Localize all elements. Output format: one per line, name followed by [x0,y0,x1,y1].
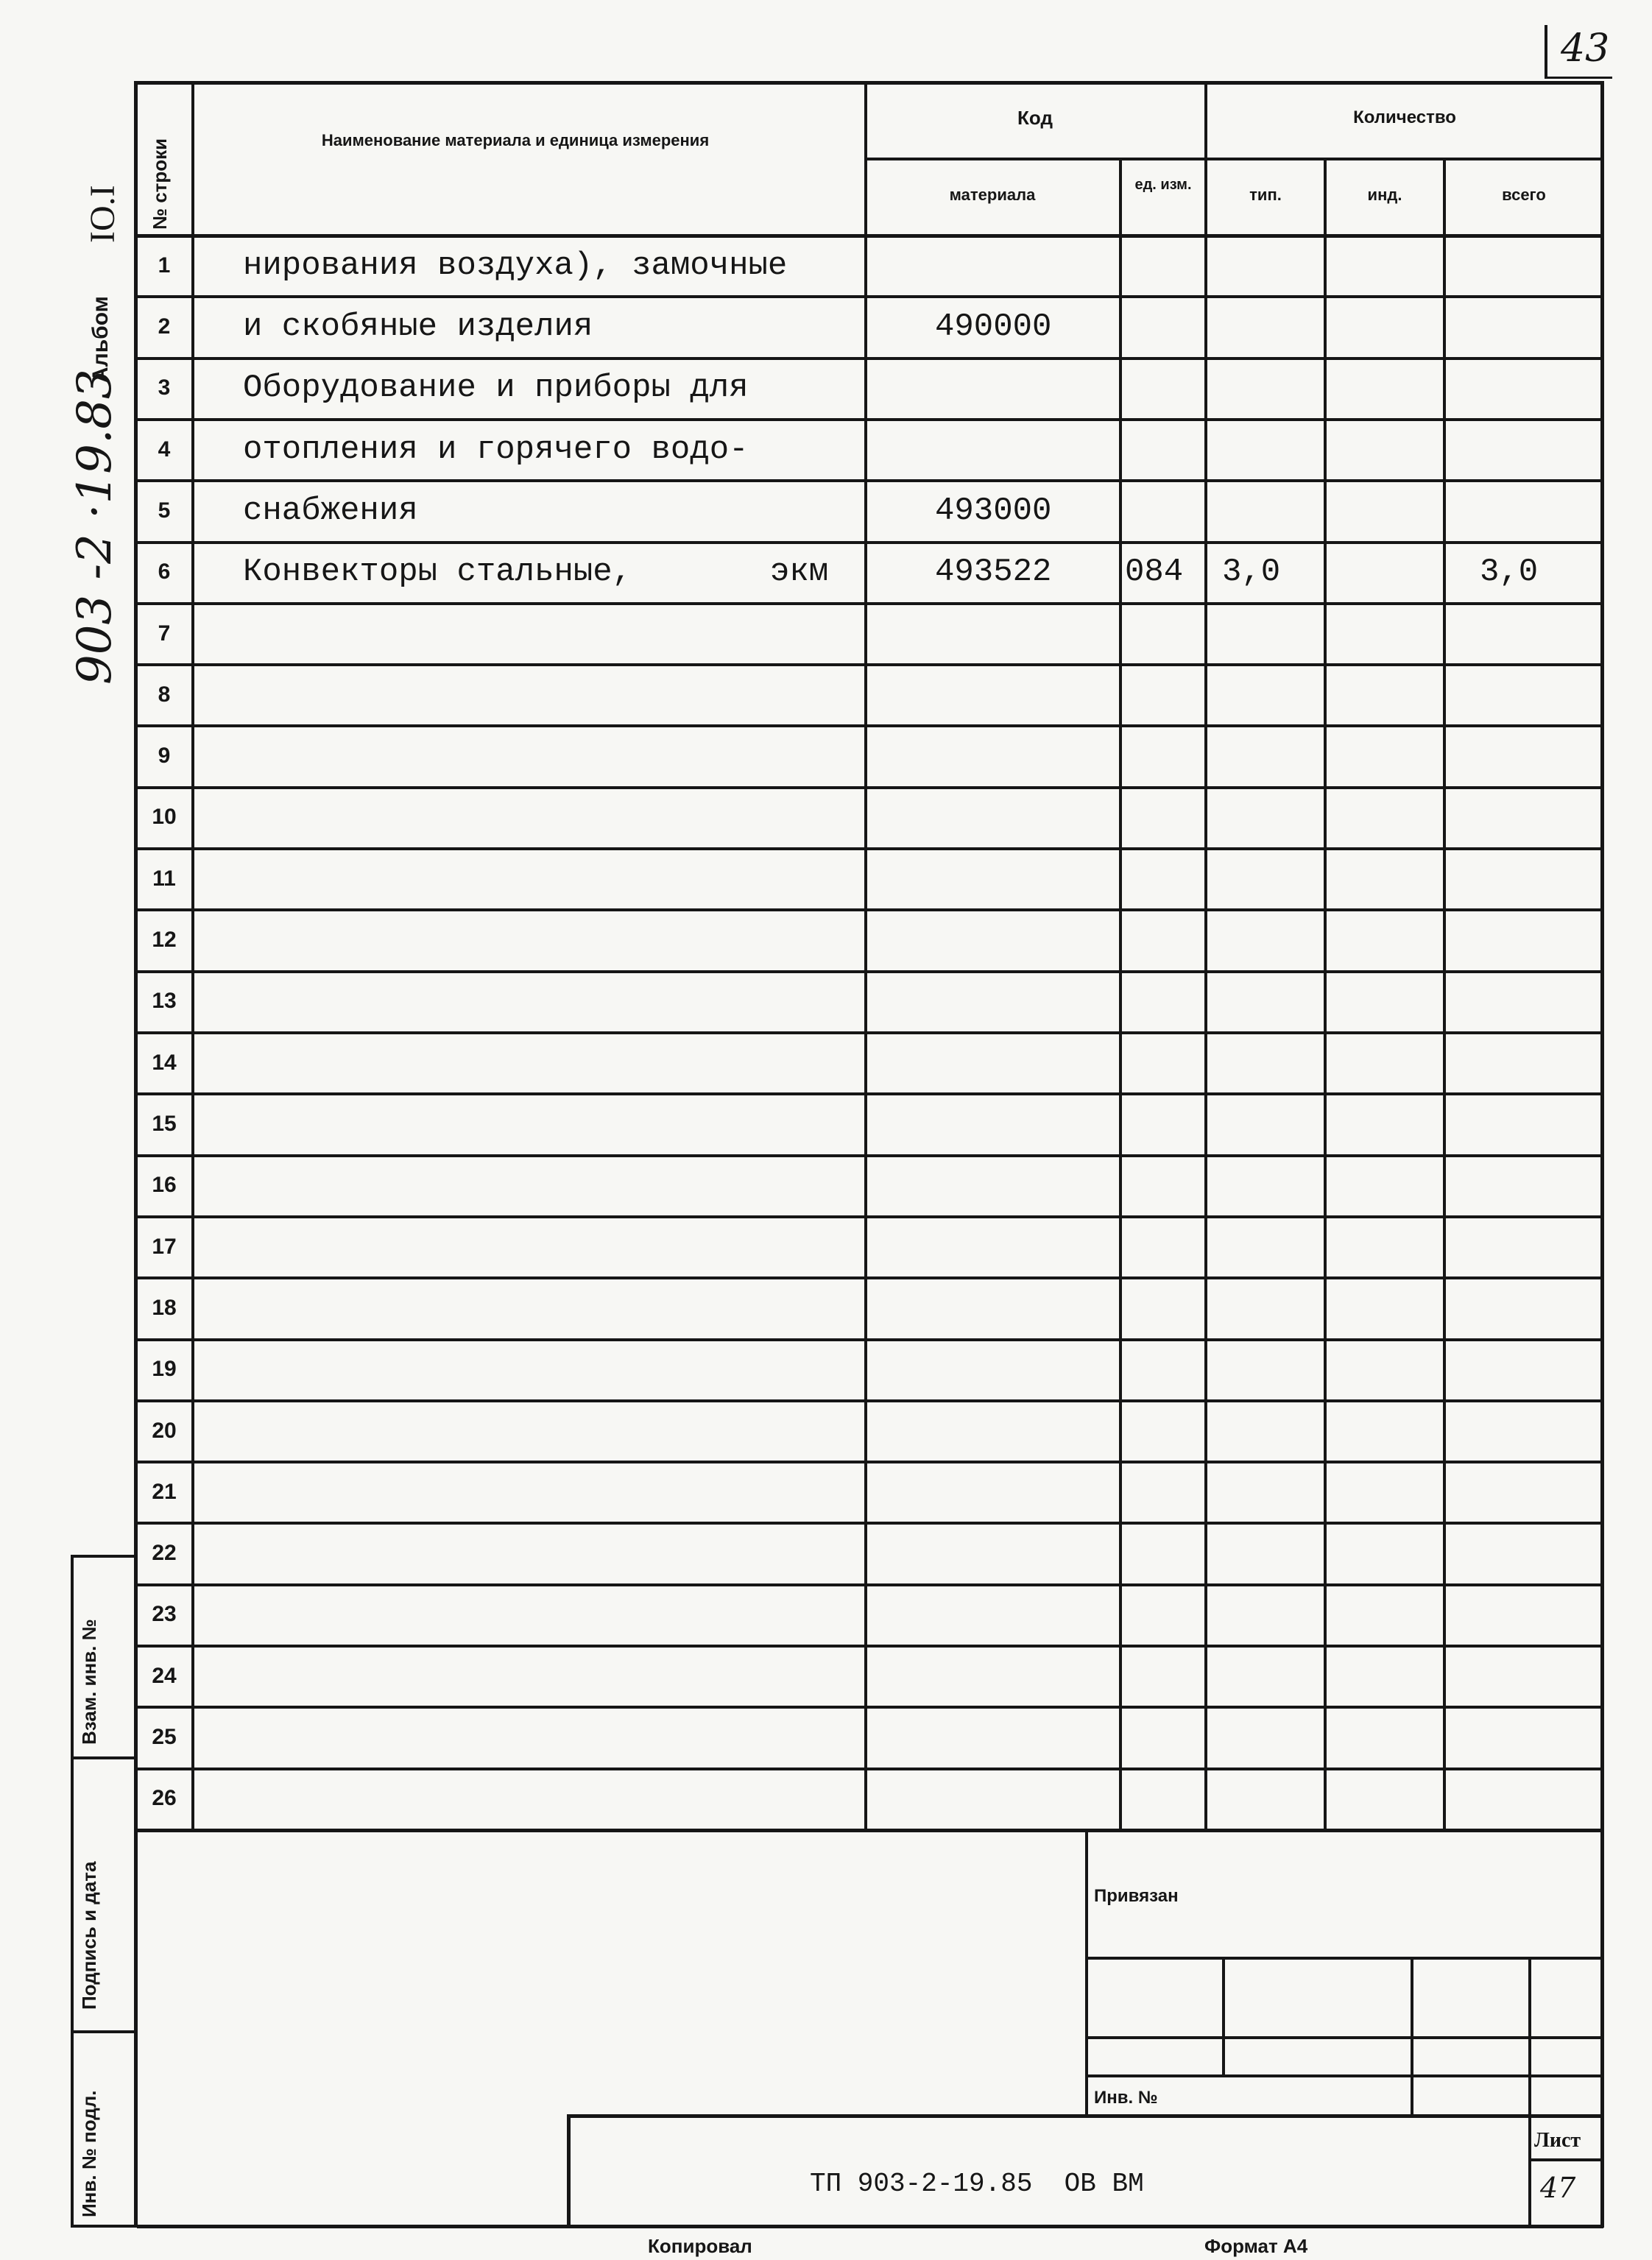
header-name: Наименование материала и единица измерения [321,131,710,149]
album-label: Альбом [88,296,113,383]
material-name: Оборудование и приборы для [243,370,749,406]
page-number: 43 [1561,27,1610,71]
sheet-label: Лист [1534,2129,1581,2152]
row-number: 12 [152,928,177,952]
row-number: 9 [158,744,171,768]
row-number: 5 [158,498,171,523]
document-code: ТП 903-2-19.85 ОВ ВМ [810,2169,1144,2199]
row-number: 19 [152,1357,177,1381]
row-number: 21 [152,1480,177,1504]
header-code-unit: ед. изм. [1134,177,1192,193]
row-number: 26 [152,1786,177,1810]
row-number: 6 [158,559,171,584]
material-unit-name: экм [770,554,829,590]
row-number: 14 [152,1050,177,1075]
row-number: 18 [152,1296,177,1320]
material-name: и скобяные изделия [243,308,593,345]
row-number: 20 [152,1419,177,1443]
qty-typ: 3,0 [1222,554,1281,590]
row-number: 23 [152,1602,177,1626]
stamp-podpis: Подпись и дата [78,1861,100,2010]
header-qty-ind: инд. [1367,186,1402,204]
header-row-number: № строки [149,138,171,230]
header-code-material: материала [949,186,1036,204]
material-code: 493522 [935,554,1052,590]
sheet-number: 47 [1540,2172,1576,2204]
row-number: 3 [158,375,171,400]
row-number: 22 [152,1541,177,1565]
album-number: IO.I [83,185,122,243]
row-number: 25 [152,1725,177,1749]
privyazan-label: Привязан [1094,1886,1179,1906]
material-code: 490000 [935,308,1052,345]
format-label: Формат А4 [1204,2235,1308,2257]
project-number: 903 -2 ·19.83 [68,369,122,685]
row-number: 2 [158,314,171,339]
row-number: 7 [158,621,171,646]
material-name: Конвекторы стальные, [243,554,632,590]
row-number: 16 [152,1173,177,1197]
row-number: 13 [152,989,177,1013]
inv-no-label: Инв. № [1094,2088,1158,2108]
material-name: снабжения [243,492,418,529]
qty-total: 3,0 [1480,554,1539,590]
material-name: нирования воздуха), замочные [243,247,788,284]
row-number: 1 [158,253,171,278]
row-number: 4 [158,437,171,462]
material-name: отопления и горячего водо- [243,431,749,468]
copied-label: Копировал [648,2235,752,2257]
row-number: 15 [152,1112,177,1136]
unit-code: 084 [1125,554,1184,590]
row-number: 8 [158,682,171,707]
row-number: 10 [152,805,177,829]
material-code: 493000 [935,492,1052,529]
stamp-vzam: Взам. инв. № [78,1619,100,1745]
header-qty-typ: тип. [1249,186,1282,204]
row-number: 17 [152,1235,177,1259]
row-number: 24 [152,1664,177,1688]
stamp-inv-podl: Инв. № подл. [78,2090,100,2217]
row-number: 11 [152,866,176,891]
header-code: Код [1017,107,1053,129]
header-qty-total: всего [1502,186,1546,204]
header-quantity: Количество [1353,107,1456,127]
